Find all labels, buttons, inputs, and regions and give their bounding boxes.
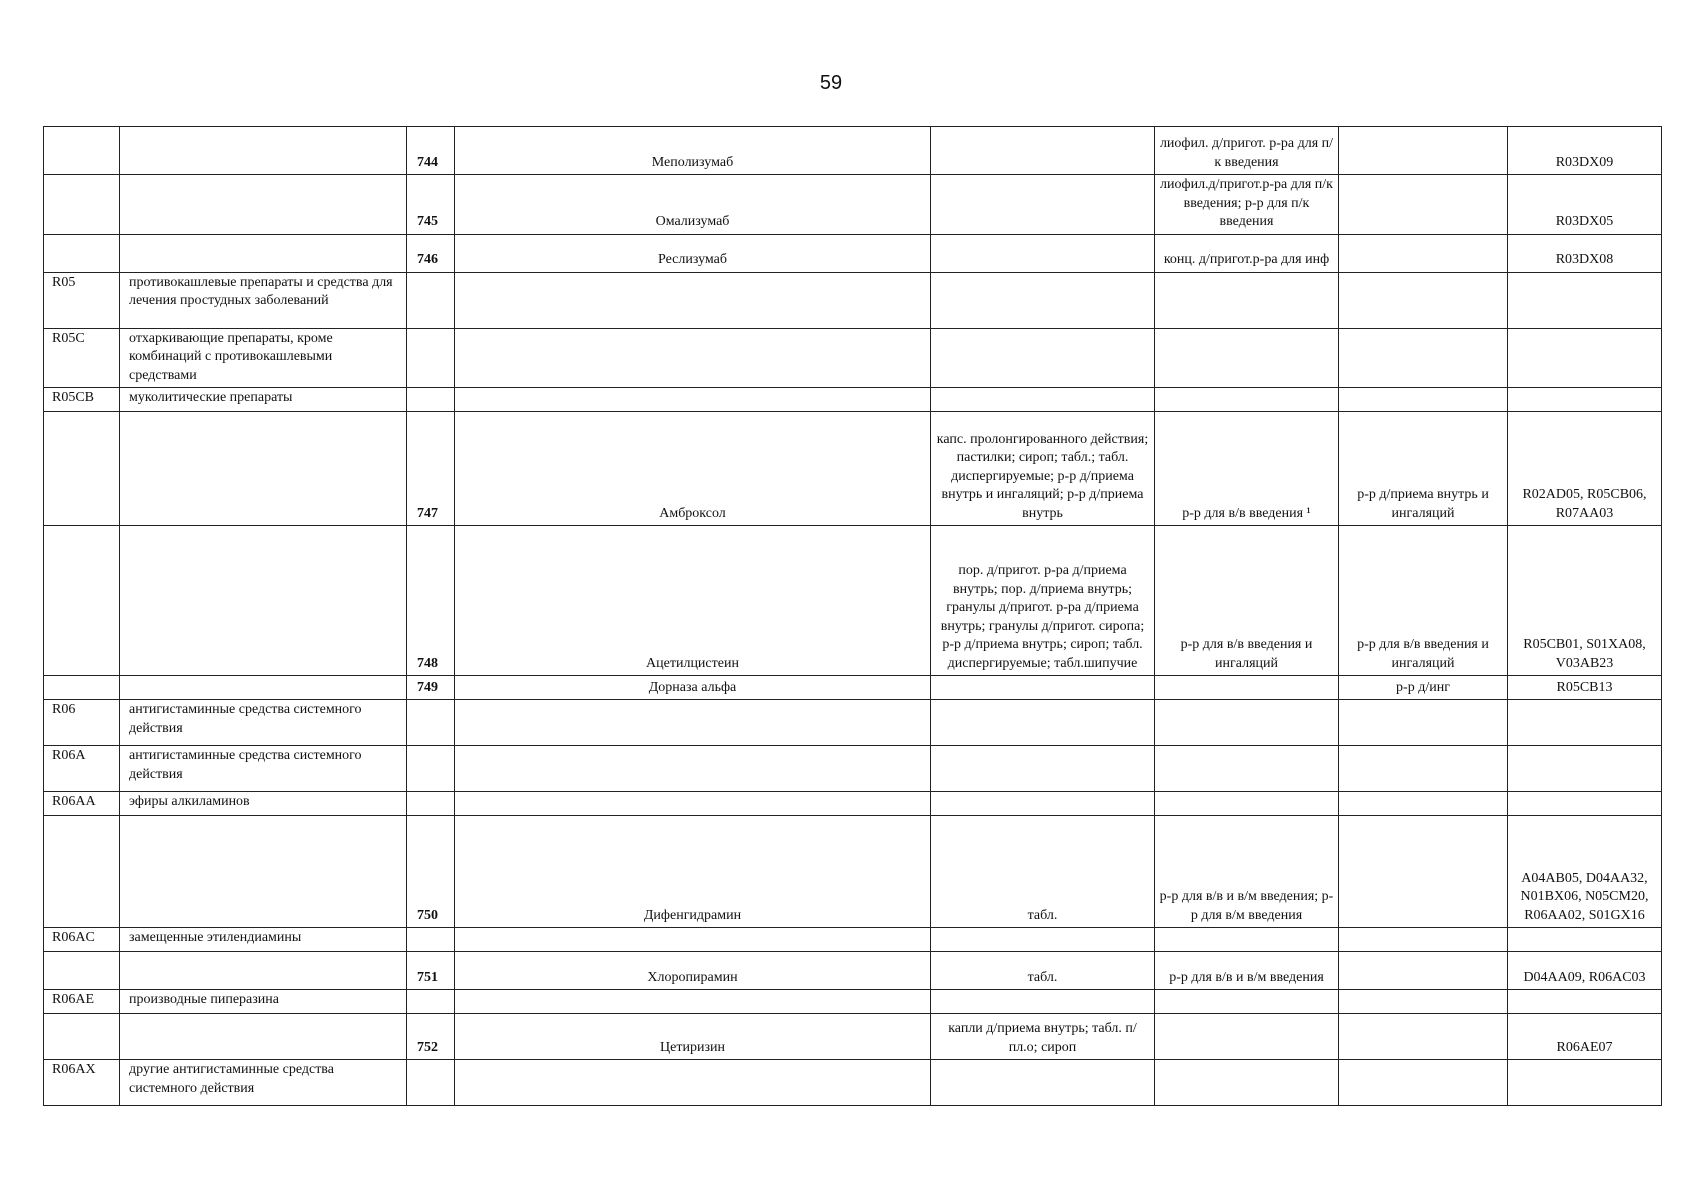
group-description-cell — [120, 816, 407, 928]
atc-group-code-cell — [44, 412, 120, 526]
dosage-forms-secondary-cell — [1155, 676, 1339, 700]
group-description-cell — [120, 234, 407, 272]
dosage-forms-secondary-cell: конц. д/пригот.р-ра для инф — [1155, 234, 1339, 272]
group-description-cell — [120, 676, 407, 700]
table-row — [44, 746, 1662, 792]
group-description-cell — [120, 1014, 407, 1060]
drug-name-cell — [455, 1060, 931, 1106]
drug-name-cell: Меполизумаб — [455, 127, 931, 175]
table-row — [44, 928, 1662, 952]
dosage-forms-tertiary-cell — [1339, 234, 1508, 272]
drug-table — [43, 126, 1662, 1106]
dosage-forms-primary-cell — [931, 272, 1155, 328]
table-row — [44, 990, 1662, 1014]
dosage-forms-tertiary-cell — [1339, 928, 1508, 952]
dosage-forms-secondary-cell — [1155, 792, 1339, 816]
drug-name-cell: Хлоропирамин — [455, 952, 931, 990]
drug-name-cell: Дорназа альфа — [455, 676, 931, 700]
item-number-cell: 746 — [407, 234, 455, 272]
dosage-forms-primary-cell — [931, 676, 1155, 700]
dosage-forms-tertiary-cell — [1339, 792, 1508, 816]
atc-codes-cell — [1508, 990, 1662, 1014]
dosage-forms-tertiary-cell — [1339, 127, 1508, 175]
item-number-cell — [407, 1060, 455, 1106]
dosage-forms-primary-cell — [931, 175, 1155, 235]
dosage-forms-primary-cell — [931, 328, 1155, 388]
table-row — [44, 792, 1662, 816]
table-row — [44, 388, 1662, 412]
table-row — [44, 412, 1662, 526]
atc-codes-cell — [1508, 792, 1662, 816]
dosage-forms-tertiary-cell — [1339, 328, 1508, 388]
dosage-forms-tertiary-cell — [1339, 1060, 1508, 1106]
dosage-forms-primary-cell: табл. — [931, 816, 1155, 928]
dosage-forms-primary-cell — [931, 990, 1155, 1014]
atc-group-code-cell: R06AE — [44, 990, 120, 1014]
atc-codes-cell: R02AD05, R05CB06, R07AA03 — [1508, 412, 1662, 526]
atc-codes-cell — [1508, 746, 1662, 792]
table-row — [44, 1014, 1662, 1060]
drug-name-cell — [455, 990, 931, 1014]
atc-codes-cell — [1508, 928, 1662, 952]
dosage-forms-primary-cell — [931, 388, 1155, 412]
item-number-cell — [407, 990, 455, 1014]
drug-name-cell — [455, 700, 931, 746]
drug-name-cell — [455, 928, 931, 952]
dosage-forms-primary-cell: капли д/приема внутрь; табл. п/пл.о; сироп — [931, 1014, 1155, 1060]
dosage-forms-secondary-cell — [1155, 1014, 1339, 1060]
dosage-forms-secondary-cell: лиофил. д/пригот. р-ра для п/к введения — [1155, 127, 1339, 175]
page-number: 59 — [819, 72, 843, 94]
dosage-forms-primary-cell — [931, 792, 1155, 816]
atc-codes-cell: R03DX09 — [1508, 127, 1662, 175]
group-description-cell: антигистаминные средства системного действия — [120, 746, 407, 792]
dosage-forms-secondary-cell: р-р для в/в введения ¹ — [1155, 412, 1339, 526]
atc-codes-cell: R03DX05 — [1508, 175, 1662, 235]
dosage-forms-primary-cell — [931, 1060, 1155, 1106]
table-row — [44, 175, 1662, 235]
atc-group-code-cell: R05C — [44, 328, 120, 388]
group-description-cell — [120, 412, 407, 526]
item-number-cell: 744 — [407, 127, 455, 175]
atc-group-code-cell — [44, 175, 120, 235]
group-description-cell — [120, 127, 407, 175]
item-number-cell: 748 — [407, 526, 455, 676]
item-number-cell: 747 — [407, 412, 455, 526]
dosage-forms-secondary-cell: р-р для в/в и в/м введения; р-р для в/м введения — [1155, 816, 1339, 928]
drug-name-cell: Ацетилцистеин — [455, 526, 931, 676]
dosage-forms-primary-cell: капс. пролонгированного действия; пастилки; сироп; табл.; табл. диспергируемые; р-р д/приема внутрь и ингаляций; р-р д/приема внутрь — [931, 412, 1155, 526]
dosage-forms-secondary-cell: р-р для в/в введения и ингаляций — [1155, 526, 1339, 676]
dosage-forms-tertiary-cell — [1339, 746, 1508, 792]
table-row — [44, 700, 1662, 746]
atc-codes-cell: A04AB05, D04AA32, N01BX06, N05CM20, R06AA02, S01GX16 — [1508, 816, 1662, 928]
table-row — [44, 234, 1662, 272]
dosage-forms-tertiary-cell — [1339, 272, 1508, 328]
item-number-cell — [407, 328, 455, 388]
table-row — [44, 1060, 1662, 1106]
group-description-cell: другие антигистаминные средства системного действия — [120, 1060, 407, 1106]
atc-group-code-cell: R05 — [44, 272, 120, 328]
atc-codes-cell: D04AA09, R06AC03 — [1508, 952, 1662, 990]
dosage-forms-primary-cell — [931, 928, 1155, 952]
dosage-forms-tertiary-cell: р-р для в/в введения и ингаляций — [1339, 526, 1508, 676]
dosage-forms-tertiary-cell — [1339, 388, 1508, 412]
atc-group-code-cell — [44, 1014, 120, 1060]
item-number-cell — [407, 746, 455, 792]
item-number-cell — [407, 272, 455, 328]
drug-name-cell — [455, 272, 931, 328]
dosage-forms-secondary-cell — [1155, 746, 1339, 792]
drug-name-cell: Амброксол — [455, 412, 931, 526]
drug-name-cell — [455, 792, 931, 816]
atc-codes-cell — [1508, 1060, 1662, 1106]
dosage-forms-primary-cell — [931, 700, 1155, 746]
table-row — [44, 127, 1662, 175]
atc-group-code-cell: R06 — [44, 700, 120, 746]
group-description-cell — [120, 526, 407, 676]
atc-group-code-cell: R06AC — [44, 928, 120, 952]
atc-group-code-cell: R05CB — [44, 388, 120, 412]
group-description-cell: муколитические препараты — [120, 388, 407, 412]
item-number-cell: 751 — [407, 952, 455, 990]
atc-group-code-cell: R06AA — [44, 792, 120, 816]
dosage-forms-secondary-cell — [1155, 272, 1339, 328]
item-number-cell: 750 — [407, 816, 455, 928]
atc-group-code-cell — [44, 676, 120, 700]
dosage-forms-tertiary-cell — [1339, 952, 1508, 990]
atc-codes-cell: R06AE07 — [1508, 1014, 1662, 1060]
dosage-forms-secondary-cell — [1155, 328, 1339, 388]
dosage-forms-primary-cell — [931, 746, 1155, 792]
drug-name-cell — [455, 388, 931, 412]
group-description-cell: замещенные этилендиамины — [120, 928, 407, 952]
dosage-forms-tertiary-cell — [1339, 816, 1508, 928]
dosage-forms-tertiary-cell — [1339, 175, 1508, 235]
atc-group-code-cell: R06A — [44, 746, 120, 792]
group-description-cell — [120, 175, 407, 235]
dosage-forms-secondary-cell — [1155, 990, 1339, 1014]
atc-codes-cell: R03DX08 — [1508, 234, 1662, 272]
table-row — [44, 328, 1662, 388]
group-description-cell: эфиры алкиламинов — [120, 792, 407, 816]
group-description-cell: антигистаминные средства системного действия — [120, 700, 407, 746]
dosage-forms-tertiary-cell: р-р д/приема внутрь и ингаляций — [1339, 412, 1508, 526]
drug-name-cell — [455, 746, 931, 792]
drug-name-cell — [455, 328, 931, 388]
table-body — [44, 127, 1662, 1106]
atc-group-code-cell: R06AX — [44, 1060, 120, 1106]
atc-codes-cell: R05CB01, S01XA08, V03AB23 — [1508, 526, 1662, 676]
dosage-forms-tertiary-cell — [1339, 1014, 1508, 1060]
table-row — [44, 676, 1662, 700]
drug-name-cell: Реслизумаб — [455, 234, 931, 272]
dosage-forms-tertiary-cell: р-р д/инг — [1339, 676, 1508, 700]
group-description-cell: производные пиперазина — [120, 990, 407, 1014]
dosage-forms-secondary-cell: р-р для в/в и в/м введения — [1155, 952, 1339, 990]
atc-group-code-cell — [44, 952, 120, 990]
dosage-forms-primary-cell: табл. — [931, 952, 1155, 990]
item-number-cell — [407, 928, 455, 952]
table-row — [44, 952, 1662, 990]
drug-name-cell: Цетиризин — [455, 1014, 931, 1060]
item-number-cell: 745 — [407, 175, 455, 235]
drug-name-cell: Омализумаб — [455, 175, 931, 235]
dosage-forms-tertiary-cell — [1339, 700, 1508, 746]
atc-codes-cell — [1508, 700, 1662, 746]
table-row — [44, 526, 1662, 676]
dosage-forms-secondary-cell: лиофил.д/пригот.р-ра для п/к введения; р-р для п/к введения — [1155, 175, 1339, 235]
group-description-cell: отхаркивающие препараты, кроме комбинаций с противокашлевыми средствами — [120, 328, 407, 388]
atc-group-code-cell — [44, 526, 120, 676]
item-number-cell: 749 — [407, 676, 455, 700]
dosage-forms-secondary-cell — [1155, 928, 1339, 952]
dosage-forms-secondary-cell — [1155, 388, 1339, 412]
item-number-cell: 752 — [407, 1014, 455, 1060]
drug-name-cell: Дифенгидрамин — [455, 816, 931, 928]
atc-codes-cell — [1508, 328, 1662, 388]
atc-codes-cell — [1508, 388, 1662, 412]
atc-group-code-cell — [44, 816, 120, 928]
dosage-forms-secondary-cell — [1155, 1060, 1339, 1106]
dosage-forms-primary-cell — [931, 127, 1155, 175]
atc-group-code-cell — [44, 127, 120, 175]
item-number-cell — [407, 388, 455, 412]
table-row — [44, 816, 1662, 928]
dosage-forms-secondary-cell — [1155, 700, 1339, 746]
atc-codes-cell: R05CB13 — [1508, 676, 1662, 700]
table-row — [44, 272, 1662, 328]
atc-codes-cell — [1508, 272, 1662, 328]
dosage-forms-primary-cell — [931, 234, 1155, 272]
dosage-forms-tertiary-cell — [1339, 990, 1508, 1014]
item-number-cell — [407, 792, 455, 816]
group-description-cell: противокашлевые препараты и средства для лечения простудных заболеваний — [120, 272, 407, 328]
dosage-forms-primary-cell: пор. д/пригот. р-ра д/приема внутрь; пор. д/приема внутрь; гранулы д/пригот. р-ра д/приема внутрь; гранулы д/пригот. сиропа; р-р д/приема внутрь; сироп; табл. диспергируемые; табл.шипучие — [931, 526, 1155, 676]
item-number-cell — [407, 700, 455, 746]
group-description-cell — [120, 952, 407, 990]
atc-group-code-cell — [44, 234, 120, 272]
